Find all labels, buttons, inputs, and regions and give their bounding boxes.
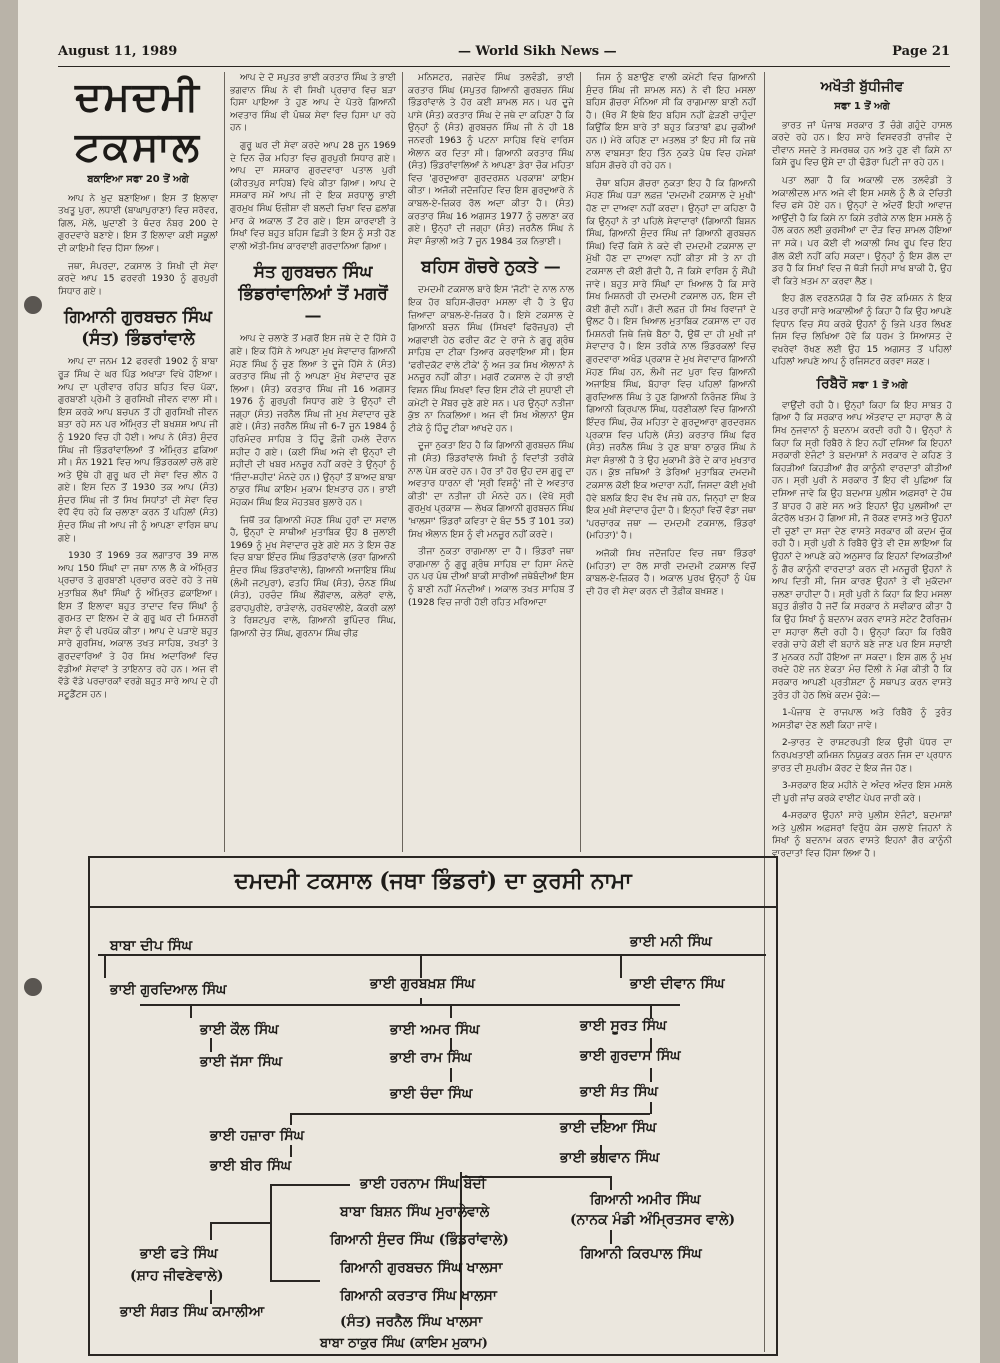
paragraph: ਭਾਰਤ ਜਾਂ ਪੰਜਾਬ ਸਰਕਾਰ ਤੋਂ ਚੰਗੇ ਗਹੁੰਦੇ ਹਾਸਲ ਕਰਦੇ ਰਹੇ ਹਨ। ਇਹ ਸਾਰੇ ਵਿਸਵਰਤੀ ਰਾਜੀਵ ਦੇ ਦੀਵਾਨ ਸਜਦੇ ਤੇ ਸਮਰਥਕ ਹਨ ਅਤੇ ਹੁਣ ਵੀ ਕਿਸੇ ਨਾ ਕਿਸੇ ਰੂਪ ਵਿਚ ਉਸੇ ਦਾ ਹੀ ਢੰਡੋਰਾ ਪਿਟੀ ਜਾ ਰਹੇ ਹਨ। [772, 120, 952, 169]
genealogy-node: ਬਾਬਾ ਦੀਪ ਸਿੰਘ [110, 938, 192, 954]
paragraph: ਮਨਿਸਟਰ, ਜਗਦੇਵ ਸਿੰਘ ਤਲਵੰਡੀ, ਭਾਈ ਕਰਤਾਰ ਸਿੰਘ (ਸਪੁਤਰ ਗਿਆਨੀ ਗੁਰਬਚਨ ਸਿੰਘ ਭਿੰਡਰਾਂਵਾਲੇ ਤੇ ਹੋਰ ਕਈ ਸ਼ਾਮਲ ਸਨ। ਪਰ ਦੂਜੇ ਪਾਸੇ (ਸੰਤ) ਕਰਤਾਰ ਸਿੰਘ ਦੇ ਜਥੇ ਦਾ ਕਹਿਣਾ ਹੈ ਕਿ ਉਨ੍ਹਾਂ ਨੂੰ (ਸੰਤ) ਗੁਰਬਚਨ ਸਿੰਘ ਜੀ ਨੇ ਹੀ 18 ਜਨਵਰੀ 1963 ਨੂੰ ਪਟਨਾ ਸਾਹਿਬ ਵਿਖੇ ਵਾਰਿਸ ਐਲਾਨ ਕਰ ਦਿਤਾ ਸੀ। ਗਿਆਨੀ ਕਰਤਾਰ ਸਿੰਘ (ਸੰਤ) ਭਿੰਡਰਾਂਵਾਲਿਆਂ ਨੇ ਆਪਣਾ ਡੇਰਾ ਚੌਕ ਮਹਿਤਾ ਵਿਚ 'ਗੁਰਦੁਆਰਾ ਗੁਰਦਰਸ਼ਨ ਪਰਕਾਸ਼' ਕਾਇਮ ਕੀਤਾ। ਅਜੋਕੀ ਜਦੋਜਹਿਦ ਵਿਚ ਇਸ ਗੁਰਦੁਆਰੇ ਨੇ ਕਾਬਲ-ਏ-ਜ਼ਿਕਰ ਰੋਲ ਅਦਾ ਕੀਤਾ ਹੈ। (ਸੰਤ) ਕਰਤਾਰ ਸਿੰਘ 16 ਅਗਸਤ 1977 ਨੂੰ ਚਲਾਣਾ ਕਰ ਗਏ। ਉਨ੍ਹਾਂ ਦੀ ਜਗ੍ਹਾ (ਸੰਤ) ਜਰਨੈਲ ਸਿੰਘ ਨੇ ਸੇਵਾ ਸੰਭਾਲੀ ਅਤੇ 7 ਜੂਨ 1984 ਤਕ ਨਿਭਾਈ। [408, 73, 574, 247]
connector-line [420, 998, 422, 1006]
genealogy-node: (ਸੰਤ) ਜਰਨੈਲ ਸਿੰਘ ਖਾਲਸਾ [340, 1314, 483, 1330]
connector-line [270, 1280, 320, 1282]
section-heading: ਅਖੌਤੀ ਬੁੱਧੀਜੀਵ [820, 79, 904, 95]
connector-line [650, 1068, 652, 1082]
connector-line [450, 1068, 452, 1082]
paragraph: ਆਪ ਦੇ ਦੋ ਸਪੁਤਰ ਭਾਈ ਕਰਤਾਰ ਸਿੰਘ ਤੇ ਭਾਈ ਭਗਵਾਨ ਸਿੰਘ ਨੇ ਵੀ ਸਿਖੀ ਪ੍ਰਚਾਰ ਵਿਚ ਬੜਾ ਹਿਸਾ ਪਾਇਆ ਤੇ ਹੁਣ ਆਪ ਦੇ ਪੋਤਰੇ ਗਿਆਨੀ ਅਵਤਾਰ ਸਿੰਘ ਵੀ ਪੰਥਕ ਸੇਵਾ ਵਿਚ ਹਿਸਾ ਪਾ ਰਹੇ ਹਨ। [230, 73, 396, 134]
genealogy-node: ਭਾਈ ਹਜ਼ਾਰਾ ਸਿੰਘ [210, 1128, 304, 1144]
genealogy-node: ਭਾਈ ਚੰਦਾ ਸਿੰਘ [390, 1086, 473, 1102]
section-heading: ਸੰਤ ਗੁਰਬਚਨ ਸਿੰਘ ਭਿੰਡਰਾਂਵਾਲਿਆਂ ਤੋਂ ਮਗਰੋਂ — [238, 262, 388, 327]
connector-line [210, 1290, 212, 1304]
paragraph: ਦੂਜਾ ਨੁਕਤਾ ਇਹ ਹੈ ਕਿ ਗਿਆਨੀ ਗੁਰਬਚਨ ਸਿੰਘ ਜੀ (ਸੰਤ) ਭਿੰਡਰਾਂਵਾਲੇ ਸਿਖੀ ਨੂੰ ਵਿਦਾਂਤੀ ਤਰੀਕੇ ਨਾਲ ਪੇਸ਼ ਕਰਦੇ ਹਨ। ਹੋਰ ਤਾਂ ਹੋਰ ਉਹ ਦਸ ਗੁਰੂ ਦਾ ਅਵਤਾਰ ਧਾਰਨਾ ਵੀ 'ਸ੍ਰੀ ਵਿਸ਼ਨੂੰ' ਜੀ ਦੇ ਅਵਤਾਰ ਕੀਤੀ' ਦਾ ਨਤੀਜਾ ਹੀ ਮੰਨਦੇ ਹਨ। (ਵੇਖੋ ਸ੍ਰੀ ਗੁਰਮੁਖ ਪ੍ਰਕਾਸ਼ — ਲੇਖਕ ਗਿਆਨੀ ਗੁਰਬਚਨ ਸਿੰਘ 'ਖ਼ਾਲਸਾ' ਭਿੰਡਰਾਂ ਕਵਿਤਾ ਦੇ ਬੰਦ 55 ਤੋਂ 101 ਤਕ) ਸਿਖ ਐਲਾਨ ਇਸ ਨੂੰ ਵੀ ਮਨਜ਼ੂਰ ਨਹੀਂ ਕਰਦੇ। [408, 441, 574, 540]
connector-line [140, 1004, 680, 1006]
connector-line [610, 1176, 612, 1190]
punch-hole [24, 296, 42, 314]
article-title-line1: ਦਮਦਮੀ [75, 73, 201, 120]
connector-line [210, 1038, 212, 1052]
column-3 [408, 72, 574, 852]
genealogy-node: ਭਾਈ ਭਗਵਾਨ ਸਿੰਘ [560, 1150, 660, 1166]
paragraph: ਤੀਜਾ ਨੁਕਤਾ ਰਾਗਮਾਲਾ ਦਾ ਹੈ। ਭਿੰਡਰਾਂ ਜਥਾ ਰਾਗਮਾਲਾ ਨੂੰ ਗੁਰੂ ਗ੍ਰੰਥ ਸਾਹਿਬ ਦਾ ਹਿਸਾ ਮੰਨਦੇ ਹਨ ਪਰ ਪੰਥ ਦੀਆਂ ਬਾਕੀ ਸਾਰੀਆਂ ਜਥੇਬੰਦੀਆਂ ਇਸ ਨੂੰ ਬਾਣੀ ਨਹੀਂ ਮੰਨਦੀਆਂ। ਅਕਾਲ ਤਖਤ ਸਾਹਿਬ ਤੋਂ (1928 ਵਿਚ ਜਾਰੀ ਹੋਈ ਰਹਿਤ ਮਰਿਆਦਾ [408, 547, 574, 608]
paragraph: ਦਮਦਮੀ ਟਕਸਾਲ ਬਾਰੇ ਇਸ 'ਜੋਟੀ' ਦੇ ਨਾਲ ਨਾਲ ਇਕ ਹੋਰ ਬਹਿਸ-ਗੋਚਰਾ ਮਸਲਾ ਵੀ ਹੈ ਤੇ ਉਹ ਜ਼ਿਆਦਾ ਕਾਬਲ-ਏ-ਜ਼ਿਕਰ ਹੈ। ਇਸੇ ਟਕਸਾਲ ਦੇ ਗਿਆਨੀ ਬਚਨ ਸਿੰਘ (ਸਿਖਵਾਂ ਫਿਰੋਜ਼ਪੁਰ) ਦੀ ਅਗਵਾਈ ਹੇਠ ਫਰੀਦ ਕੋਟ ਦੇ ਰਾਜੇ ਨੇ ਗੁਰੂ ਗ੍ਰੰਥ ਸਾਹਿਬ ਦਾ ਟੀਕਾ ਤਿਆਰ ਕਰਵਾਇਆ ਸੀ। ਇਸ 'ਫਰੀਦਕੋਟ ਵਾਲੇ ਟੀਕੇ' ਨੂੰ ਅਜ ਤਕ ਸਿਖ ਐਲਾਨਾਂ ਨੇ ਮਨਜ਼ੂਰ ਨਹੀਂ ਕੀਤਾ। ਮਗਰੋਂ ਟਕਸਾਲ ਦੇ ਹੀ ਭਾਈ ਵਿਸ਼ਨ ਸਿੰਘ ਸਿਖਵਾਂ ਵਿਚ ਇਸ ਟੀਕੇ ਦੀ ਸੁਧਾਈ ਦੀ ਕਮੇਟੀ ਦੇ ਮੈਂਬਰ ਚੁਣੇ ਗਏ ਸਨ। ਪਰ ਉਨ੍ਹਾਂ ਨਤੀਜਾ ਕੁੱਝ ਨਾ ਨਿਕਲਿਆ। ਅਜ ਵੀ ਸਿਖ ਐਲਾਨਾਂ ਉਸ ਟੀਕੇ ਨੂੰ ਹਿੰਦੂ ਟੀਕਾ ਆਖਦੇ ਹਨ। [408, 285, 574, 434]
genealogy-chart [88, 856, 778, 1356]
paragraph: 1930 ਤੋਂ 1969 ਤਕ ਲਗਾਤਾਰ 39 ਸਾਲ ਆਪ 150 ਸਿੰਘਾਂ ਦਾ ਜਥਾ ਨਾਲ ਲੈ ਕੇ ਅੰਮ੍ਰਿਤ ਪ੍ਰਚਾਰ ਤੇ ਗੁਰਬਾਣੀ ਪ੍ਰਚਾਰ ਕਰਦੇ ਰਹੇ ਤੇ ਜਥੇ ਮੁਤਾਬਿਕ ਲੱਖਾਂ ਸਿੰਘਾਂ ਨੂੰ ਅੰਮ੍ਰਿਤ ਛਕਾਇਆ। ਇਸ ਤੋਂ ਇਲਾਵਾ ਬਹੁਤ ਤਾਦਾਦ ਵਿਚ ਸਿੰਘਾਂ ਨੂੰ ਗੁਰਮਤ ਦਾ ਇਲਮ ਦੇ ਕੇ ਗੁਰੂ ਘਰ ਦੀ ਮਿਸ਼ਨਰੀ ਸੇਵਾ ਨੂੰ ਵੀ ਪਰਪੱਕ ਕੀਤਾ। ਆਪ ਦੇ ਪੜਾਏ ਬਹੁਤ ਸਾਰੇ ਗੁਰਸਿਖ, ਅਕਾਲ ਤਖਤ ਸਾਹਿਬ, ਤਖਤਾਂ ਤੇ ਗੁਰਦਵਾਰਿਆਂ ਤੇ ਹੋਰ ਸਿਖ ਅਦਾਰਿਆਂ ਵਿਚ ਵੱਡੀਆਂ ਸੇਵਾਵਾਂ ਤੇ ਤਾਇਨਾਤ ਰਹੇ ਹਨ। ਅਜ ਵੀ ਵੱਡੇ ਵੱਡੇ ਪਰਚਾਰਕਾਂ ਵਰਗੇ ਬਹੁਤ ਸਾਰੇ ਆਪ ਦੇ ਹੀ ਸਟੂਡੈਂਟਸ ਹਨ। [58, 551, 218, 700]
punch-hole [24, 978, 42, 996]
masthead [58, 44, 950, 67]
column-2 [230, 72, 396, 852]
genealogy-node: ਭਾਈ ਰਾਮ ਸਿੰਘ [390, 1050, 472, 1066]
genealogy-node: ਭਾਈ ਮਨੀ ਸਿੰਘ [630, 934, 712, 950]
paragraph: ਵਾਉਂਦੀ ਰਹੀ ਹੈ। ਉਨ੍ਹਾਂ ਕਿਹਾ ਕਿ ਇਹ ਸਾਬਤ ਹੋ ਗਿਆ ਹੈ ਕਿ ਸਰਕਾਰ ਆਪ ਅੱਤਵਾਦ ਦਾ ਸਹਾਰਾ ਲੈ ਕੇ ਸਿਖ ਨੁਜਵਾਨਾਂ ਨੂੰ ਬਦਨਾਮ ਕਰਦੀ ਰਹੀ ਹੈ। ਉਨ੍ਹਾਂ ਨੇ ਕਿਹਾ ਕਿ ਸ੍ਰੀ ਰਿਬੈਰੋ ਨੇ ਇਹ ਨਹੀਂ ਦਸਿਆ ਕਿ ਇਹਨਾਂ ਸਰਕਾਰੀ ਏਜੰਟਾਂ ਤੇ ਬਦਮਾਸ਼ਾਂ ਨੇ ਸਰਕਾਰ ਦੇ ਕਹਿਣ ਤੇ ਕਿਹੜੀਆਂ ਕਿਹੜੀਆਂ ਗੈਰ ਕਾਨੂੰਨੀ ਵਾਰਦਾਤਾਂ ਕੀਤੀਆਂ ਹਨ। ਸ੍ਰੀ ਪੁਰੀ ਨੇ ਸਰਕਾਰ ਤੋਂ ਇਹ ਵੀ ਪੁਛਿਆ ਕਿ ਦਸਿਆ ਜਾਵੇ ਕਿ ਉਹ ਬਦਮਾਸ਼ ਪੁਲੀਸ ਅਫ਼ਸਰਾਂ ਦੇ ਹੱਥ ਤੋਂ ਬਾਹਰ ਹੋ ਗਏ ਸਨ ਅਤੇ ਇਹਨਾਂ ਉਹ ਪੁਲਸੀਆਂ ਦਾ ਕੰਟਰੋਲ ਖਤਮ ਹੋ ਗਿਆ ਸੀ, ਜੋ ਰੋਕਣ ਵਾਸਤੇ ਅਤੇ ਉਹਨਾਂ ਦੀ ਚੁਣਾਂ ਦਾ ਸਜ਼ਾ ਦੇਣ ਵਾਸਤੇ ਸਰਕਾਰ ਕੀ ਕਦਮ ਚੁੱਕ ਰਹੀ ਹੈ। ਸ੍ਰੀ ਪੁਰੀ ਨੇ ਰਿਬੈਰੋ ਉਤੇ ਵੀ ਦੋਸ਼ ਲਾਇਆ ਕਿ ਉਹਨਾਂ ਦੇ ਆਪਣੇ ਕਹੇ ਅਨੁਸਾਰ ਕਿ ਇਹਨਾਂ ਵਿਅਕਤੀਆਂ ਨੂੰ ਗੈਰ ਕਾਨੂੰਨੀ ਵਾਰਦਾਤਾਂ ਕਰਨ ਦੀ ਮਨਜ਼ੂਰੀ ਉਹਨਾਂ ਨੇ ਆਪ ਦਿਤੀ ਸੀ, ਜਿਸ ਕਾਰਣ ਉਹਨਾਂ ਤੇ ਵੀ ਮੁਕੱਦਮਾ ਚਲਣਾ ਚਾਹੀਦਾ ਹੈ। ਸ੍ਰੀ ਪੁਰੀ ਨੇ ਕਿਹਾ ਕਿ ਇਹ ਮਸਲਾ ਬਹੁਤ ਗੰਭੀਰ ਹੈ ਜਦੋਂ ਕਿ ਸਰਕਾਰ ਨੇ ਸਵੀਕਾਰ ਕੀਤਾ ਹੈ ਕਿ ਉਹ ਸਿਖਾਂ ਨੂੰ ਬਦਨਾਮ ਕਰਨ ਵਾਸਤੇ ਸਟੇਟ ਟੈਰਰਿਜ਼ਮ ਦਾ ਸਹਾਰਾ ਲੈਂਦੀ ਰਹੀ ਹੈ। ਉਨ੍ਹਾਂ ਕਿਹਾ ਕਿ ਰਿਬੈਰੋ ਵਰਗੇ ਚਾਹੇ ਕੋਈ ਵੀ ਬਹਾਨੇ ਬਣੇ ਜਾਣ ਪਰ ਇਸ ਸਚਾਈ ਤੋਂ ਮੁਨਕਰ ਨਹੀਂ ਹੋਇਆ ਜਾ ਸਕਦਾ। ਇਸ ਗਲ ਨੂੰ ਮੁਖ ਰਖਦੇ ਹੋਏ ਜਨ ਏਕਤਾ ਮੰਚ ਦਿੱਲੀ ਨੇ ਮੰਗ ਕੀਤੀ ਹੈ ਕਿ ਸਰਕਾਰ ਆਪਣੀ ਪ੍ਰਤੀਸ਼ਟਾ ਨੂੰ ਸਥਾਪਤ ਕਰਨ ਵਾਸਤੇ ਤੁਰੰਤ ਹੀ ਹੇਠ ਲਿਖੇ ਕਦਮ ਚੁੱਕੇ:— [772, 400, 952, 701]
article-title-line2: ਟਕਸਾਲ [74, 123, 202, 170]
continued-note: ਸਫਾ 1 ਤੋਂ ਅਗੇ [834, 101, 890, 112]
newspaper-page [18, 0, 980, 1363]
connector-line [290, 1113, 292, 1125]
paragraph: ਗੁਰੂ ਘਰ ਦੀ ਸੇਵਾ ਕਰਦੇ ਆਪ 28 ਜੂਨ 1969 ਦੇ ਦਿਨ ਚੌਕ ਮਹਿਤਾ ਵਿਚ ਗੁਰਪੁਰੀ ਸਿਧਾਰ ਗਏ। ਆਪ ਦਾ ਸਸਕਾਰ ਗੁਰਦਵਾਰਾ ਪਤਾਲ ਪੁਰੀ (ਕੀਰਤਪੁਰ ਸਾਹਿਬ) ਵਿਖੇ ਕੀਤਾ ਗਿਆ। ਆਪ ਦੇ ਸਸਕਾਰ ਸਮੇਂ ਆਪ ਜੀ ਦੇ ਇਕ ਸ਼ਰਧਾਲੂ ਭਾਈ ਗੁਰਮੁਖ ਸਿੰਘ ਓਜ਼ੀਸ਼ਾ ਵੀ ਬਲਦੀ ਚਿਖਾ ਵਿਚ ਛਲਾਂਗ ਮਾਰ ਕੇ ਅਕਾਲ ਤੋਂ ਟੋਰ ਗਏ। ਇਸ ਕਾਰਵਾਈ ਤੇ ਸਿਖਾਂ ਵਿਚ ਬਹੁਤ ਬਹਿਸ ਛਿੜੀ ਤੇ ਇਸ ਨੂੰ ਸਤੀ ਹੋਣ ਵਾਲੀ ਅੱਤੀ-ਸਿਖ ਕਾਰਵਾਈ ਗਰਦਾਨਿਆ ਗਿਆ। [230, 140, 396, 252]
genealogy-node: ਗਿਆਨੀ ਅਮੀਰ ਸਿੰਘ [590, 1192, 701, 1208]
genealogy-node: ਗਿਆਨੀ ਕਿਰਪਾਲ ਸਿੰਘ [580, 1246, 702, 1262]
paragraph: ਜਥਾ, ਸੰਪਰਦਾ, ਟਕਸਾਲ ਤੇ ਸਿਖੀ ਦੀ ਸੇਵਾ ਕਰਦੇ ਆਪ 15 ਫਰਵਰੀ 1930 ਨੂੰ ਗੁਰਪੁਰੀ ਸਿਧਾਰ ਗਏ। [58, 261, 218, 297]
paragraph: 4-ਸਰਕਾਰ ਉਹਨਾਂ ਸਾਰੇ ਪੁਲੀਸ ਏਜੰਟਾਂ, ਬਦਮਾਸ਼ਾਂ ਅਤੇ ਪੁਲੀਸ ਅਫ਼ਸਰਾਂ ਵਿਰੁੱਧ ਕੇਸ ਚਲਾਏ ਜਿਹਨਾਂ ਨੇ ਸਿਖਾਂ ਨੂੰ ਬਦਨਾਮ ਕਰਨ ਵਾਸਤੇ ਇਹਨਾਂ ਗੈਰ ਕਾਨੂੰਨੀ ਵਾਰਦਾਤਾਂ ਵਿਚ ਹਿੱਸਾ ਲਿਆ ਹੈ। [772, 811, 952, 860]
continued-note: ਸਫਾ 1 ਤੋਂ ਅਗੇ [852, 379, 908, 391]
paragraph: ਚੌਥਾ ਬਹਿਸ ਗੋਚਰਾ ਨੁਕਤਾ ਇਹ ਹੈ ਕਿ ਗਿਆਨੀ ਮੋਹਣ ਸਿੰਘ ਧੜਾ ਲਫ਼ਜ਼ 'ਦਮਦਮੀ ਟਕਸਾਲ ਦੇ ਮੁਖੀ' ਹੋਣ ਦਾ ਦਾਅਵਾ ਨਹੀਂ ਕਰਦਾ। ਉਨ੍ਹਾਂ ਦਾ ਕਹਿਣਾ ਹੈ ਕਿ ਉਨ੍ਹਾਂ ਨੇ ਤਾਂ ਪਹਿਲੇ ਸੇਵਾਦਾਰਾਂ (ਗਿਆਨੀ ਬਿਸ਼ਨ ਸਿੰਘ, ਗਿਆਨੀ ਸੁੰਦਰ ਸਿੰਘ ਜਾਂ ਗਿਆਨੀ ਗੁਰਬਚਨ ਸਿੰਘ) ਵਿਚੋਂ ਕਿਸੇ ਨੇ ਕਦੇ ਵੀ ਦਮਦਮੀ ਟਕਸਾਲ ਦਾ ਮੁੱਖੀ ਹੋਣ ਦਾ ਦਾਅਵਾ ਨਹੀਂ ਕੀਤਾ ਸੀ ਤੇ ਨਾ ਹੀ ਟਕਸਾਲ ਦੀ ਕੋਈ ਗੱਦੀ ਹੈ, ਜੋ ਕਿਸੇ ਵਾਰਿਸ ਨੂੰ ਸੌਂਪੀ ਜਾਵੇ। ਬਹੁਤ ਸਾਰੇ ਸਿੰਘਾਂ ਦਾ ਖ਼ਿਆਲ ਹੈ ਕਿ ਸਾਰੇ ਸਿਖ ਮਿਸ਼ਨਰੀ ਹੀ ਦਮਦਮੀ ਟਕਸਾਲ ਹਨ, ਇਸ ਦੀ ਕੋਈ ਗੱਦੀ ਨਹੀਂ। ਗੱਦੀ ਲਫ਼ਜ਼ ਹੀ ਸਿਖ ਰਿਵਾਜਾਂ ਦੇ ਉਲਟ ਹੈ। ਇਸ ਖ਼ਿਆਲ ਮੁਤਾਬਿਕ ਟਕਸਾਲ ਦਾ ਹਰ ਮਿਸ਼ਨਰੀ ਜਿਥੇ ਜਿਥੇ ਬੈਠਾ ਹੈ, ਉਥੋਂ ਦਾ ਹੀ ਮੁਖੀ ਜਾਂ ਸੇਵਾਦਾਰ ਹੈ। ਇਸ ਤਰੀਕੇ ਨਾਲ ਭਿੰਡਰਕਲਾਂ ਵਿਚ ਗੁਰਦਵਾਰਾ ਅਖੰਡ ਪ੍ਰਕਾਸ਼ ਦੇ ਮੁਖ ਸੇਵਾਦਾਰ ਗਿਆਨੀ ਮੋਹਣ ਸਿੰਘ ਹਨ, ਲੰਮੀ ਜਟ ਪੁਰਾ ਵਿਚ ਗਿਆਨੀ ਅਜਾਇਬ ਸਿੰਘ, ਬੋਹਾਰਾ ਵਿਚ ਪਹਿਲਾਂ ਗਿਆਨੀ ਗੁਰਦਿਆਲ ਸਿੰਘ ਤੇ ਹੁਣ ਗਿਆਨੀ ਨਿਰੰਜਣ ਸਿੰਘ ਤੇ ਗਿਆਨੀ ਕ੍ਰਿਪਾਲ ਸਿੰਘ, ਧਰਣੀਕਲਾਂ ਵਿਚ ਗਿਆਨੀ ਇੰਦਰ ਸਿੰਘ, ਚੌਕ ਮਹਿਤਾ ਦੇ ਗੁਰਦੁਆਰਾ ਗੁਰਦਰਸ਼ਨ ਪ੍ਰਕਾਸ਼ ਵਿਚ ਪਹਿਲੇ (ਸੰਤ) ਕਰਤਾਰ ਸਿੰਘ ਫਿਰ (ਸੰਤ) ਜਰਨੈਲ ਸਿੰਘ ਤੇ ਹੁਣ ਬਾਬਾ ਠਾਕੁਰ ਸਿੰਘ ਨੇ ਸੇਵਾ ਸੰਭਾਲੀ ਹੈ ਤੇ ਉਹ ਮੁਕਾਮੀ ਡੇਰੇ ਦੇ ਕਾਰ ਮੁਖਤਾਰ ਹਨ। ਕੁੱਝ ਜਥਿਆਂ ਤੇ ਡੇਰਿਆਂ ਮੁਤਾਬਿਕ ਦਮਦਮੀ ਟਕਸਾਲ ਕੋਈ ਇਕ ਅਦਾਰਾ ਨਹੀਂ, ਜਿਸਦਾ ਕੋਈ ਮੁਖੀ ਹੋਵੇ ਬਲਕਿ ਇਹ ਵੱਖ ਵੱਖ ਜਥੇ ਹਨ, ਜਿਨ੍ਹਾਂ ਦਾ ਇਕ ਇਕ ਮੁਖੀ ਸੇਵਾਦਾਰ ਹੁੰਦਾ ਹੈ। ਇਨ੍ਹਾਂ ਵਿਚੋਂ ਵੱਡਾ ਜਥਾ 'ਪਰਚਾਰਕ ਜਥਾ — ਦਮਦਮੀ ਟਕਸਾਲ, ਭਿੰਡਰਾਂ (ਮਹਿਤਾ)' ਹੈ। [586, 178, 756, 542]
section-heading: ਗਿਆਨੀ ਗੁਰਬਚਨ ਸਿੰਘ (ਸੰਤ) ਭਿੰਡਰਾਂਵਾਲੇ [64, 307, 212, 350]
connector-line [290, 1113, 650, 1115]
paragraph: ਅਜੋਕੀ ਸਿਖ ਜਦੋਜਹਿਦ ਵਿਚ ਜਥਾ ਭਿੰਡਰਾਂ (ਮਹਿਤਾ) ਦਾ ਰੋਲ ਸਾਰੀ ਦਮਦਮੀ ਟਕਸਾਲ ਵਿਚੋਂ ਕਾਬਲ-ਏ-ਜ਼ਿਕਰ ਹੈ। ਅਕਾਲ ਪੁਰਖ ਉਨ੍ਹਾਂ ਨੂੰ ਪੰਥ ਦੀ ਹੋਰ ਵੀ ਸੇਵਾ ਕਰਨ ਦੀ ਤੌਫ਼ੀਕ ਬਖ਼ਸ਼ਣ। [586, 548, 756, 597]
paragraph: ਆਪ ਦਾ ਜਨਮ 12 ਫਰਵਰੀ 1902 ਨੂੰ ਬਾਬਾ ਰੂੜ ਸਿੰਘ ਦੇ ਘਰ ਪਿੰਡ ਅਖਾੜਾ ਵਿਖੇ ਹੋਇਆ। ਆਪ ਦਾ ਪ੍ਰੀਵਾਰ ਰਹਿਤ ਬਹਿਤ ਵਿਚ ਪੱਕਾ, ਗੁਰਬਾਣੀ ਪ੍ਰੇਮੀ ਤੇ ਗੁਰਸਿਖੀ ਜੀਵਨ ਵਾਲਾ ਸੀ। ਇਸ ਕਰਕੇ ਆਪ ਬਚਪਨ ਤੋਂ ਹੀ ਗੁਰਸਿਖੀ ਜੀਵਨ ਬਤਾ ਰਹੇ ਸਨ ਪਰ ਅੰਮ੍ਰਿਤ ਦੀ ਬਖਸ਼ਸ਼ ਆਪ ਜੀ ਨੂੰ 1920 ਵਿਚ ਹੀ ਹੋਈ। ਆਪ ਨੇ (ਸੰਤ) ਸੁੰਦਰ ਸਿੰਘ ਜੀ ਭਿੰਡਰਾਂਵਾਲਿਆਂ ਤੋਂ ਅੰਮ੍ਰਿਤ ਛਕਿਆ ਸੀ। ਸੰਨ 1921 ਵਿਚ ਆਪ ਭਿੰਡਰਕਲਾਂ ਚਲੇ ਗਏ ਅਤੇ ਉਥੇ ਹੀ ਗੁਰੂ ਘਰ ਦੀ ਸੇਵਾ ਵਿਚ ਲੀਨ ਹੋ ਗਏ। ਇਸ ਦਿਨ ਤੋਂ 1930 ਤਕ ਆਪ (ਸੰਤ) ਸੁੰਦਰ ਸਿੰਘ ਜੀ ਤੋਂ ਸਿਖ ਸਿਧਾਂਤਾਂ ਦੀ ਸੇਵਾ ਵਿਚ ਵੱਧੋਂ ਵੱਧ ਰਹੇ ਕਿ ਚਲਾਣਾ ਕਰਨ ਤੋਂ ਪਹਿਲਾਂ (ਸੰਤ) ਸੁੰਦਰ ਸਿੰਘ ਜੀ ਆਪ ਜੀ ਨੂੰ ਆਪਣਾ ਵਾਰਿਸ ਥਾਪ ਗਏ। [58, 357, 218, 544]
genealogy-node: ਭਾਈ ਗੁਰਦਾਸ ਸਿੰਘ [580, 1048, 681, 1064]
page-number: Page 21 [892, 44, 950, 59]
paragraph: ਆਪ ਦੇ ਚਲਾਣੇ ਤੋਂ ਮਗਰੋਂ ਇਸ ਜਥੇ ਦੇ ਦੋ ਹਿੱਸੇ ਹੋ ਗਏ। ਇਕ ਹਿੱਸੇ ਨੇ ਆਪਣਾ ਮੁਖ ਸੇਵਾਦਾਰ ਗਿਆਨੀ ਮੋਹਣ ਸਿੰਘ ਨੂੰ ਚੁਣ ਲਿਆ ਤੇ ਦੂਜੇ ਹਿੱਸੇ ਨੇ (ਸੰਤ) ਕਰਤਾਰ ਸਿੰਘ ਜੀ ਨੂੰ ਆਪਣਾ ਮੁੱਖ ਸੇਵਾਦਾਰ ਚੁਣ ਲਿਆ। (ਸੰਤ) ਕਰਤਾਰ ਸਿੰਘ ਜੀ 16 ਅਗਸਤ 1976 ਨੂੰ ਗੁਰਪੁਰੀ ਸਿਧਾਰ ਗਏ ਤੇ ਉਨ੍ਹਾਂ ਦੀ ਜਗ੍ਹਾ (ਸੰਤ) ਜਰਨੈਲ ਸਿੰਘ ਜੀ ਮੁਖ ਸੇਵਾਦਾਰ ਚੁਣੇ ਗਏ। (ਸੰਤ) ਜਰਨੈਲ ਸਿੰਘ ਜੀ 6-7 ਜੂਨ 1984 ਨੂੰ ਹਰਿਮੰਦਰ ਸਾਹਿਬ ਤੇ ਹਿੰਦੂ ਫ਼ੌਜੀ ਹਮਲੇ ਦੌਰਾਨ ਸ਼ਹੀਦ ਹੋ ਗਏ। (ਕਈ ਸਿੰਘ ਅਜੇ ਵੀ ਉਨ੍ਹਾਂ ਦੀ ਸ਼ਹੀਦੀ ਦੀ ਖਬਰ ਮਨਜ਼ੂਰ ਨਹੀਂ ਕਰਦੇ ਤੇ ਉਨ੍ਹਾਂ ਨੂੰ 'ਜ਼ਿੰਦਾ-ਸ਼ਹੀਦ' ਮੰਨਦੇ ਹਨ।) ਉਨ੍ਹਾਂ ਤੋਂ ਬਾਅਦ ਬਾਬਾ ਠਾਕੁਰ ਸਿੰਘ ਕਾਇਮ ਮੁਕਾਮ ਇਖ਼ਤਾਰ ਹਨ। ਭਾਈ ਮੋਹਕਮ ਸਿੰਘ ਇਕ ਮੋਹਤਬਰ ਬੁਲਾਰੇ ਹਨ। [230, 334, 396, 509]
newspaper-name: — World Sikh News — [458, 44, 617, 59]
connector-line [104, 954, 106, 978]
section-heading [772, 375, 952, 395]
genealogy-node: ਭਾਈ ਦਇਆ ਸਿੰਘ [560, 1120, 657, 1136]
connector-line [210, 1222, 212, 1240]
connector-line [270, 1184, 272, 1280]
column-5 [772, 72, 952, 1352]
column-divider [224, 72, 225, 852]
genealogy-node: ਭਾਈ ਜੱਸਾ ਸਿੰਘ [200, 1054, 283, 1070]
genealogy-node: ਭਾਈ ਸੰਤ ਸਿੰਘ [580, 1084, 658, 1100]
connector-line [650, 1004, 652, 1018]
genealogy-node: ਭਾਈ ਫਤੇ ਸਿੰਘ [140, 1246, 218, 1262]
connector-line [450, 1004, 452, 1018]
column-1 [58, 72, 218, 852]
column-divider [402, 72, 403, 852]
genealogy-node: ਭਾਈ ਬੀਰ ਸਿੰਘ [210, 1158, 292, 1174]
connector-line [270, 1184, 350, 1186]
connector-line [290, 1145, 292, 1157]
genealogy-node: (ਨਾਨਕ ਮੰਡੀ ਅੰਮ੍ਰਿਤਸਰ ਵਾਲੇ) [570, 1212, 736, 1228]
genealogy-node: ਗਿਆਨੀ ਗੁਰਬਚਨ ਸਿੰਘ ਖਾਲਸਾ [340, 1260, 503, 1276]
title-underline [90, 906, 776, 908]
genealogy-node: (ਸ਼ਾਹ ਜੀਵਣੇਵਾਲੇ) [130, 1268, 224, 1284]
paragraph: ਜਿਸ ਨੂੰ ਬਣਾਉਣ ਵਾਲੀ ਕਮੇਟੀ ਵਿਚ ਗਿਆਨੀ ਸੁੰਦਰ ਸਿੰਘ ਜੀ ਸ਼ਾਮਲ ਸਨ) ਨੇ ਵੀ ਇਹ ਮਸਲਾ ਬਹਿਸ ਗੋਚਰਾ ਮੰਨਿਆ ਸੀ ਕਿ ਰਾਗਮਾਲਾ ਬਾਣੀ ਨਹੀਂ ਹੈ। (ਖ਼ੈਰ ਮੈਂ ਇਥੇ ਇਹ ਬਹਿਸ ਨਹੀਂ ਛੇੜਣੀ ਚਾਹੁੰਦਾ ਕਿਉਂਕਿ ਇਸ ਬਾਰੇ ਤਾਂ ਬਹੁਤ ਕਿਤਾਬਾਂ ਛਪ ਚੁਕੀਆਂ ਹਨ।) ਮੇਰੇ ਕਹਿਣ ਦਾ ਮਤਲਬ ਤਾਂ ਇਹ ਸੀ ਕਿ ਜਥੇ ਨਾਲ ਵਾਬਸਤਾ ਇਹ ਤਿੰਨ ਨੁਕਤੇ ਪੰਥ ਵਿਚ ਹਮੇਸ਼ਾਂ ਬਹਿਸ ਗੋਚਰੇ ਹੀ ਰਹੇ ਹਨ। [586, 73, 756, 172]
genealogy-node: ਭਾਈ ਸੰਗਤ ਸਿੰਘ ਕਮਾਲੀਆ [120, 1304, 265, 1320]
genealogy-node: ਭਾਈ ਦੀਵਾਨ ਸਿੰਘ [630, 976, 725, 992]
connector-line [620, 954, 622, 978]
paragraph: ਇਹ ਗੱਲ ਵਰਣਨਯੋਗ ਹੈ ਕਿ ਚੋਣ ਕਮਿਸ਼ਨ ਨੇ ਇਕ ਪਤਰ ਰਾਹੀਂ ਸਾਰੇ ਅਕਾਲੀਆਂ ਨੂੰ ਕਿਹਾ ਹੈ ਕਿ ਉਹ ਆਪਣੇ ਵਿਧਾਨ ਵਿਚ ਸੋਧ ਕਰਕੇ ਉਹਨਾਂ ਨੂੰ ਭਿਜੇ ਪਤਰ ਲਿਖਣ ਜਿਸ ਵਿਚ ਲਿਖਿਆ ਹੋਵੇ ਕਿ ਧਰਮ ਤੇ ਸਿਆਸਤ ਦੇ ਵਖਰੇਵਾਂ ਰੱਖਣ ਲਈ ਉਹ 15 ਅਗਸਤ ਤੋਂ ਪਹਿਲਾਂ ਪਹਿਲਾਂ ਆਪਣੇ ਆਪ ਨੂੰ ਰਜਿਸਟਰ ਕਰਵਾ ਸਕਣ। [772, 294, 952, 368]
section-heading: ਬਹਿਸ ਗੋਚਰੇ ਨੁਕਤੇ — [421, 257, 561, 278]
continued-note: ਬਕਾਇਆ ਸਫਾ 20 ਤੋਂ ਅਗੇ [87, 174, 189, 185]
column-4 [586, 72, 756, 852]
paragraph: 3-ਸਰਕਾਰ ਇਕ ਮਹੀਨੇ ਦੇ ਅੰਦਰ ਅੰਦਰ ਇਸ ਮਸਲੇ ਦੀ ਪੂਰੀ ਜਾਂਚ ਕਰਕੇ ਵਾਈਟ ਪੇਪਰ ਜਾਰੀ ਕਰੇ। [772, 781, 952, 804]
genealogy-node: ਬਾਬਾ ਬਿਸ਼ਨ ਸਿੰਘ ਮੁਰਾਲੇਵਾਲੇ [340, 1204, 490, 1220]
connector-line [610, 1230, 612, 1244]
paragraph: ਆਪ ਨੇ ਖੁਦ ਬਣਾਇਆ। ਇਸ ਤੋਂ ਇਲਾਵਾ ਤਖਤੂ ਪੁਰਾ, ਲਧਾਈ (ਬਾਘਾਪੁਰਾਣਾ) ਵਿਚ ਸਰੋਵਰ, ਗਿਲ, ਮੋਲੇ, ਘੁਦਾਣੀ ਤੇ ਥੰਦਰ ਨੰਬਰ 200 ਦੇ ਗੁਰਦਵਾਰੇ ਬਣਾਏ। ਇਸ ਤੋਂ ਇਲਾਵਾ ਕਈ ਸਕੂਲਾਂ ਦੀ ਕਾਇਮੀ ਵਿਚ ਹਿੱਸਾ ਲਿਆ। [58, 193, 218, 254]
genealogy-node: ਭਾਈ ਸੂਰਤ ਸਿੰਘ [580, 1018, 667, 1034]
column-divider [580, 72, 581, 852]
genealogy-node: ਭਾਈ ਅਮਰ ਸਿੰਘ [390, 1022, 480, 1038]
paragraph: 2-ਭਾਰਤ ਦੇ ਰਾਸ਼ਟਰਪਤੀ ਇਕ ਉਚੀ ਪੱਧਰ ਦਾ ਨਿਰਪਖਤਾਈ ਕਮਿਸ਼ਨ ਨਿਯੁਕਤ ਕਰਨ ਜਿਸ ਦਾ ਪ੍ਰਧਾਨ ਭਾਰਤ ਦੀ ਸੁਪਰੀਮ ਕੋਰਟ ਦੇ ਇਕ ਜੱਜ ਹੋਣ। [772, 738, 952, 774]
genealogy-node: ਭਾਈ ਕੌਲ ਸਿੰਘ [200, 1022, 279, 1038]
paragraph: 1-ਪੰਜਾਬ ਦੇ ਰਾਜਪਾਲ ਅਤੇ ਰਿਬੈਰੋ ਨੂੰ ਤੁਰੰਤ ਅਸਤੀਫਾ ਦੇਣ ਲਈ ਕਿਹਾ ਜਾਵੇ। [772, 708, 952, 731]
heading-text: ਰਿਬੈਰੋ [816, 375, 848, 392]
genealogy-title: ਦਮਦਮੀ ਟਕਸਾਲ (ਜਥਾ ਭਿੰਡਰਾਂ) ਦਾ ਕੁਰਸੀ ਨਾਮਾ [234, 868, 632, 894]
paragraph: ਪਤਾ ਲਗਾ ਹੈ ਕਿ ਅਕਾਲੀ ਦਲ ਤਲਵੰਡੀ ਤੇ ਅਕਾਲੀਦਲ ਮਾਨ ਅਜੇ ਵੀ ਇਸ ਮਸਲੇ ਨੂੰ ਲੈ ਕੇ ਦੋਚਿਤੀ ਵਿਚ ਫਸੇ ਹੋਏ ਹਨ। ਉਨ੍ਹਾਂ ਦੇ ਅੰਦਰੋਂ ਇਹੀ ਆਵਾਜ਼ ਆਉਂਦੀ ਹੈ ਕਿ ਕਿਸੇ ਨਾ ਕਿਸੇ ਤਰੀਕੇ ਨਾਲ ਇਸ ਮਸਲੇ ਨੂੰ ਹੱਲ ਕਰਨ ਲਈ ਕੁਰਸੀਆਂ ਦਾ ਦੌੜ ਵਿਚ ਸ਼ਾਮਲ ਹੋਇਆ ਜਾ ਸਕੇ। ਪਰ ਕੋਈ ਵੀ ਅਕਾਲੀ ਸਿਖ ਰੂਪ ਵਿਚ ਇਹ ਗੱਲ ਕੋਈ ਨਹੀਂ ਕਹਿ ਸਕਦਾ। ਉਨ੍ਹਾਂ ਨੂੰ ਇਸ ਗੱਲ ਦਾ ਡਰ ਹੈ ਕਿ ਸਿਖਾਂ ਵਿਚ ਜੋ ਥੋੜੀ ਜਿਹੀ ਸਾਖ ਬਾਕੀ ਹੈ, ਉਹ ਵੀ ਕਿਤੇ ਖ਼ਤਮ ਨਾ ਕਰਵਾ ਲੈਣ। [772, 175, 952, 287]
connector-line [420, 954, 422, 978]
genealogy-node: ਭਾਈ ਗੁਰਦਿਆਲ ਸਿੰਘ [110, 982, 227, 998]
genealogy-node: ਬਾਬਾ ਠਾਕੁਰ ਸਿੰਘ (ਕਾਇਮ ਮੁਕਾਮ) [320, 1336, 488, 1351]
genealogy-node: ਭਾਈ ਗੁਰਬਖ਼ਸ਼ ਸਿੰਘ [370, 976, 475, 992]
genealogy-node: ਭਾਈ ਹਰਨਾਮ ਸਿੰਘ ਬੇਦੀ [360, 1176, 486, 1192]
connector-line [190, 1004, 192, 1018]
genealogy-node: ਗਿਆਨੀ ਕਰਤਾਰ ਸਿੰਘ ਖਾਲਸਾ [340, 1288, 497, 1304]
genealogy-node: ਗਿਆਨੀ ਸੁੰਦਰ ਸਿੰਘ (ਭਿੰਡਰਾਂਵਾਲੇ) [330, 1232, 509, 1248]
issue-date: August 11, 1989 [58, 44, 178, 59]
connector-line [210, 1222, 270, 1224]
connector-line [650, 1102, 652, 1114]
paragraph: ਜਿਥੋਂ ਤਕ ਗਿਆਨੀ ਮੋਹਣ ਸਿੰਘ ਹੁਰਾਂ ਦਾ ਸਵਾਲ ਹੈ, ਉਨ੍ਹਾਂ ਦੇ ਸਾਥੀਆਂ ਮੁਤਾਬਿਕ ਉਹ 8 ਜੁਲਾਈ 1969 ਨੂੰ ਮੁਖ ਸੇਵਾਦਾਰ ਚੁਣੇ ਗਏ ਸਨ ਤੇ ਇਸ ਚੋਣ ਵਿਚ ਬਾਬਾ ਇੰਦਰ ਸਿੰਘ ਭਿੰਡਰਾਂਵਾਲੇ (ਭਰਾ ਗਿਆਨੀ ਸੁੰਦਰ ਸਿੰਘ ਭਿੰਡਰਾਂਵਾਲੇ), ਗਿਆਨੀ ਅਜਾਇਬ ਸਿੰਘ (ਲੰਮੀ ਜਟਪੁਰਾ), ਫਤਹਿ ਸਿੰਘ (ਸੰਤ), ਚੰਨਣ ਸਿੰਘ (ਸੰਤ), ਹਰਚੰਦ ਸਿੰਘ ਲੌਂਗੋਵਾਲ, ਕਲੇਰਾਂ ਵਾਲੇ, ਫ਼ਰਾਹਪੁਰੀਏ, ਰਾੜੇਵਾਲੇ, ਹਰਖੋਵਾਲੀਏ, ਕੱਕਰੀ ਕਲਾਂ ਤੇ ਰਿਸ਼ਟਪੁਰ ਵਾਲੇ, ਗਿਆਨੀ ਭੁਪਿੰਦਰ ਸਿੰਘ, ਗਿਆਨੀ ਚੇਤ ਸਿੰਘ, ਗੁਰਨਾਮ ਸਿੰਘ ਚੀਫ਼ [230, 515, 396, 639]
connector-line [98, 954, 766, 956]
